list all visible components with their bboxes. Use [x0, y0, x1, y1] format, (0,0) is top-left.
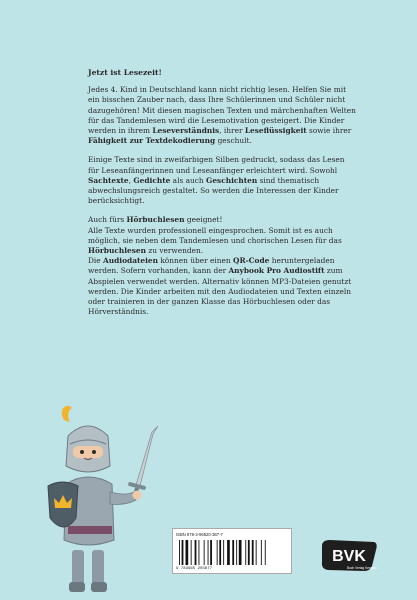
body-text: , ihrer [219, 126, 245, 136]
emphasis-text: Leseflüssigkeit [244, 126, 307, 136]
barcode-number: 9 783965 203877 [176, 567, 213, 571]
body-text: sowie ihrer [306, 126, 352, 136]
emphasis-text: Audiodateien [103, 256, 158, 266]
heading: Jetzt ist Lesezeit! [88, 68, 162, 77]
logo-text: BVK [332, 548, 366, 565]
sword-icon [128, 426, 158, 497]
emphasis-text: Geschichten [206, 175, 258, 185]
publisher-logo [318, 538, 380, 574]
knight-illustration [40, 400, 170, 600]
emphasis-text: Hörbuchlesen [126, 215, 185, 225]
emphasis-text: Gedichte [133, 175, 171, 185]
barcode [172, 528, 292, 574]
isbn: ISBN 978-3-96520-387-7 [176, 532, 223, 537]
emphasis-text: Fähigkeit zur Textdekodierung [88, 136, 216, 146]
paragraph-texts [88, 155, 356, 206]
emphasis-text: Anybook Pro Audiostift [228, 266, 325, 276]
emphasis-text: Leseverständnis [152, 126, 220, 136]
body-text: geschult. [215, 136, 252, 146]
body-text: zu verwenden. [145, 246, 204, 256]
emphasis-text: Hörbuchlesen [88, 246, 146, 256]
body-text: geeignet! [184, 215, 223, 225]
body-text: können über einen [157, 256, 233, 266]
body-text: heruntergeladen werden. Sofern vorhanden, kann der [88, 256, 335, 276]
body-text: Einige Texte sind in zweifarbigen Silben gedruckt, sodass das Lesen für Leseanfängerinnen und Leseanfänger erleichtert wird. Sowohl [88, 155, 345, 175]
paragraph-intro [88, 85, 356, 146]
body-text: Alle Texte wurden professionell eingesprochen. Somit ist es auch möglich, sie neben dem Tandemlesen und chorischen Lesen für das [88, 225, 342, 245]
emphasis-text: QR-Code [233, 256, 270, 266]
barcode-bars [179, 540, 285, 565]
body-text: Auch fürs [88, 215, 127, 225]
body-text: Die [88, 256, 104, 266]
logo-subtext: Buch Verlag Kempen [347, 566, 377, 570]
paragraph-audio [88, 215, 356, 317]
body-text: Jedes 4. Kind in Deutschland kann nicht richtig lesen. Helfen Sie mit ein bisschen Zauber nach, dass Ihre Schülerinnen und Schüler nicht dazugehören! Mit diesen magischen Texten und märchenhaften Welten für das Tandemlesen wird die Lesemotivation gesteigert. Die Kinder werden in ihrem [88, 85, 356, 136]
body-text: zum Abspielen verwendet werden. Alternativ können MP3-Dateien genutzt werden. Die Kinder arbeiten mit den Audiodateien und Texten einzeln oder trainieren in der ganzen Klasse das Hörbuchlesen oder das Hörverständnis. [88, 266, 352, 317]
emphasis-text: Sachtexte [88, 175, 129, 185]
body-text: als auch [170, 175, 207, 185]
blurb [88, 68, 356, 326]
body-text: , [128, 175, 134, 185]
body-text: sind thematisch abwechslungsreich gestaltet. So werden die Interessen der Kinder berücksichtigt. [88, 175, 339, 206]
